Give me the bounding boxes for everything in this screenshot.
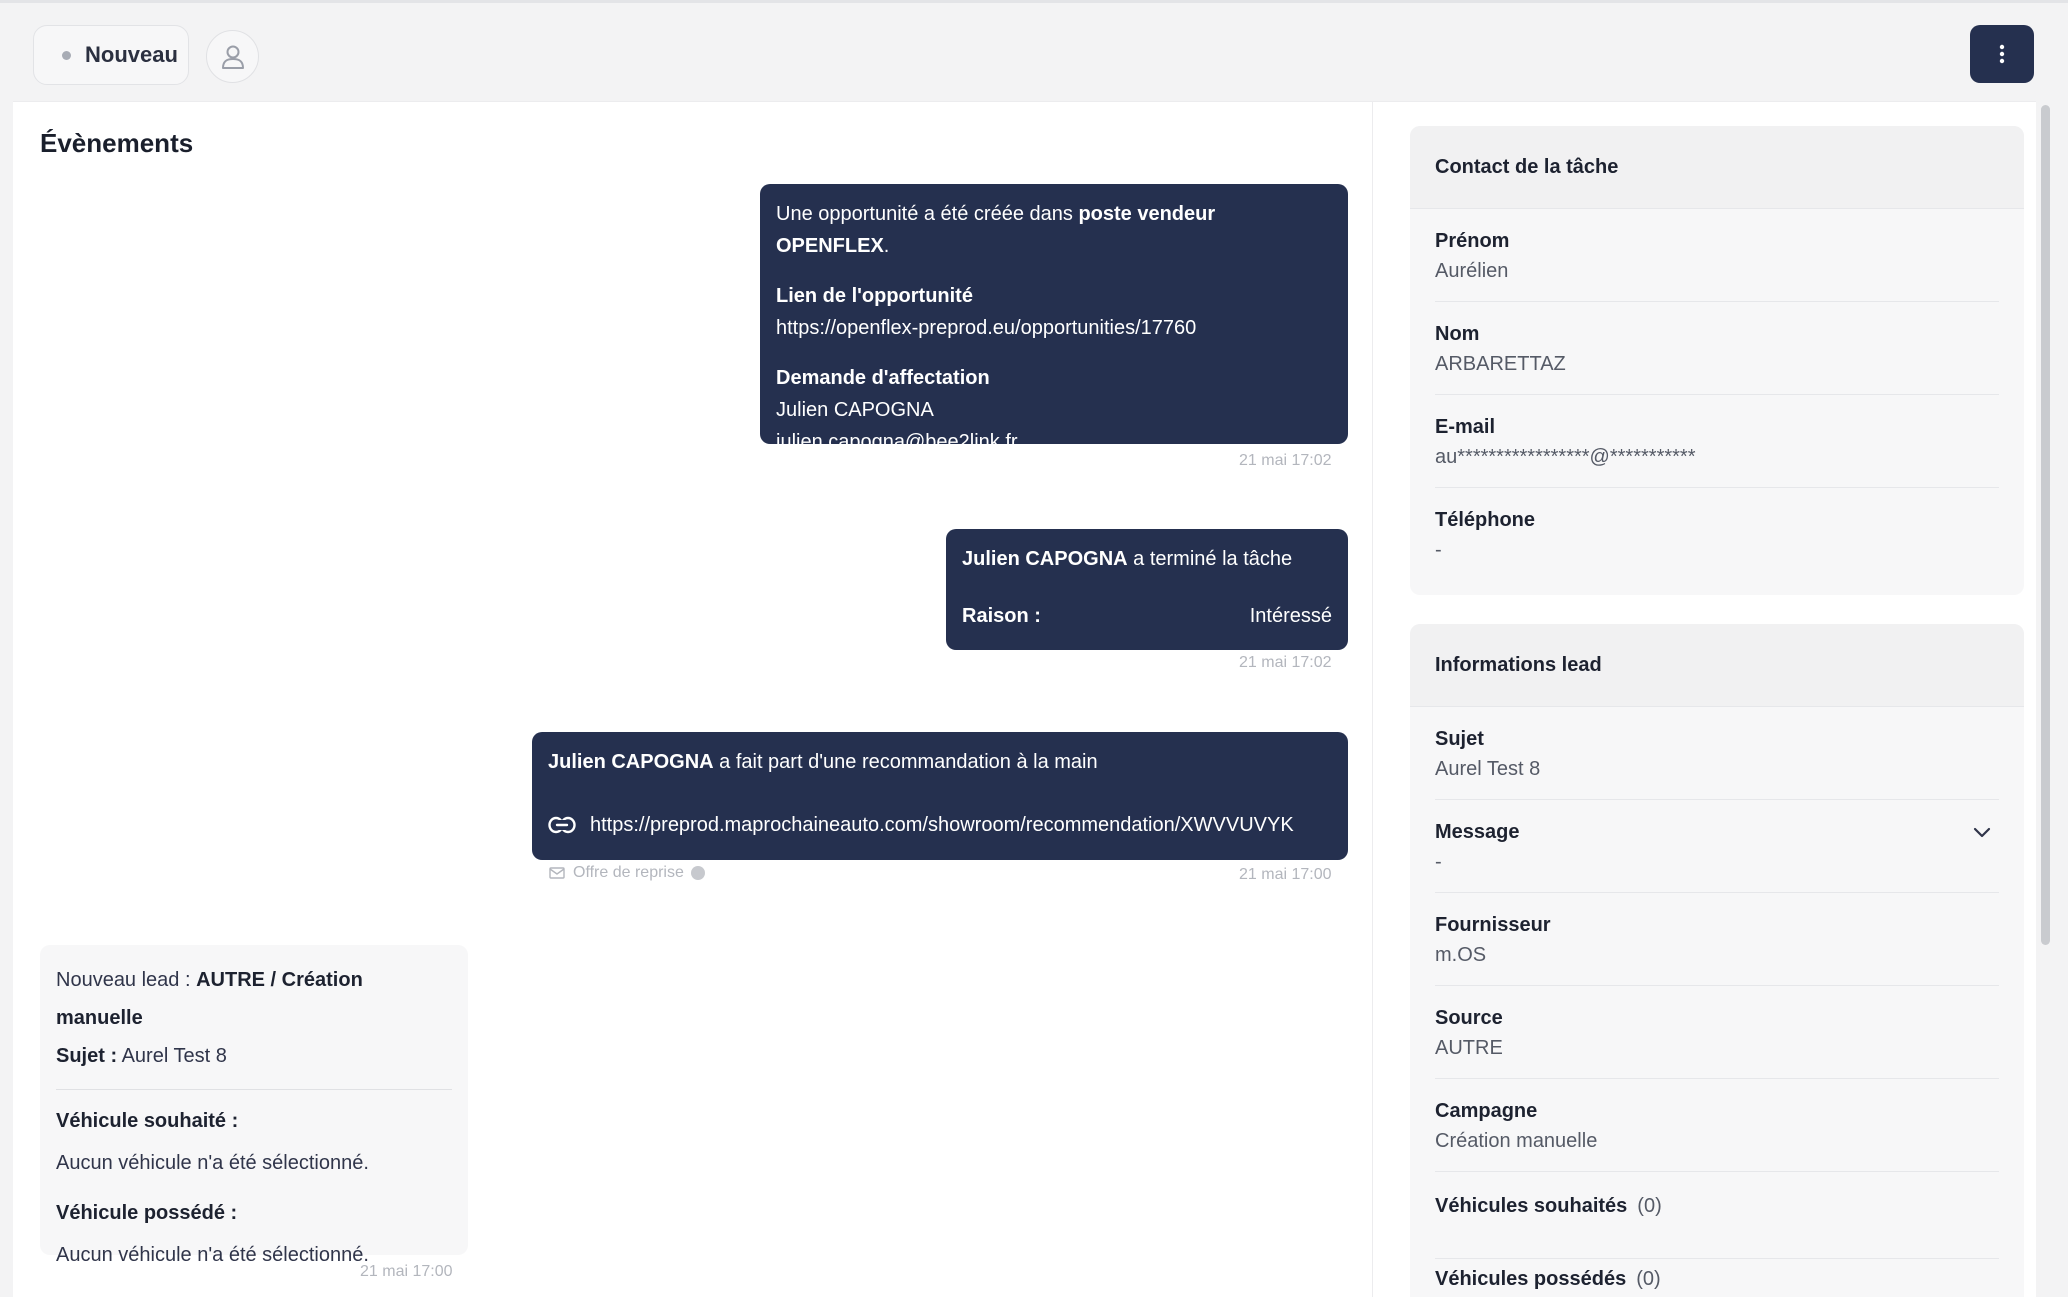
field-value: au*****************@*********** bbox=[1435, 446, 1696, 468]
offer-status-dot-icon bbox=[691, 866, 705, 880]
field-value: - bbox=[1435, 539, 1442, 561]
wanted-vehicle-label: Véhicule souhaité : bbox=[56, 1110, 239, 1132]
lead-info-panel-title: Informations lead bbox=[1410, 624, 2024, 707]
event-timestamp: 21 mai 17:00 bbox=[1239, 866, 1332, 883]
field-label: Fournisseur bbox=[1435, 914, 1551, 936]
more-options-button[interactable] bbox=[1970, 25, 2034, 83]
owned-vehicles-count: (0) bbox=[1636, 1268, 1661, 1290]
field-value: Aurel Test 8 bbox=[1435, 758, 1541, 780]
contact-panel bbox=[1410, 126, 2024, 595]
contact-field-firstname bbox=[1410, 209, 2024, 302]
lead-info-panel bbox=[1410, 624, 2024, 1297]
lead-subject-label: Sujet : bbox=[56, 1045, 118, 1067]
main-content bbox=[13, 101, 2036, 1297]
field-label: Message bbox=[1435, 821, 1520, 843]
new-lead-event bbox=[40, 945, 468, 1266]
event-timestamp: 21 mai 17:02 bbox=[1239, 452, 1332, 469]
lead-field-campaign bbox=[1410, 1079, 2024, 1172]
status-button[interactable] bbox=[33, 25, 189, 85]
kebab-menu-icon bbox=[1999, 44, 2005, 64]
field-label: Sujet bbox=[1435, 728, 1484, 750]
event-timestamp: 21 mai 17:02 bbox=[1239, 654, 1332, 671]
field-label: Source bbox=[1435, 1007, 1503, 1029]
lead-subject-value: Aurel Test 8 bbox=[121, 1045, 227, 1067]
field-value: - bbox=[1435, 851, 1442, 873]
task-text: a terminé la tâche bbox=[1133, 548, 1293, 570]
owned-vehicles-label: Véhicules possédés bbox=[1435, 1268, 1627, 1290]
field-label: Prénom bbox=[1435, 230, 1510, 252]
assignment-name: Julien CAPOGNA bbox=[776, 399, 934, 421]
lead-field-owned-vehicles[interactable] bbox=[1410, 1259, 2024, 1297]
reason-label: Raison : bbox=[962, 605, 1041, 627]
event-timestamp: 21 mai 17:00 bbox=[360, 1263, 453, 1280]
contact-field-email bbox=[1410, 395, 2024, 488]
field-label: E-mail bbox=[1435, 416, 1496, 438]
details-sidebar bbox=[1410, 126, 2024, 1297]
lead-prefix: Nouveau lead : bbox=[56, 969, 191, 991]
recommendation-actor: Julien CAPOGNA bbox=[548, 751, 714, 773]
message-toggle[interactable] bbox=[1435, 818, 1999, 846]
top-toolbar bbox=[0, 0, 2068, 101]
field-value: ARBARETTAZ bbox=[1435, 353, 1566, 375]
offer-tag[interactable] bbox=[549, 864, 705, 882]
owned-vehicle-value: Aucun véhicule n'a été sélectionné. bbox=[56, 1244, 369, 1266]
recommendation-url[interactable]: https://preprod.maprochaineauto.com/showroom/recommendation/XWVVUVYK bbox=[590, 814, 1294, 836]
lead-field-provider bbox=[1410, 893, 2024, 986]
field-value: AUTRE bbox=[1435, 1037, 1503, 1059]
assignment-email: julien.capogna@bee2link.fr bbox=[776, 431, 1018, 453]
owned-vehicle-label: Véhicule possédé : bbox=[56, 1202, 238, 1224]
recommendation-text: a fait part d'une recommandation à la main bbox=[719, 751, 1098, 773]
recommendation-event bbox=[532, 732, 1348, 860]
contact-field-lastname bbox=[1410, 302, 2024, 395]
scrollbar-thumb[interactable] bbox=[2041, 105, 2050, 945]
offer-label: Offre de reprise bbox=[573, 864, 684, 881]
recommendation-link-row[interactable] bbox=[548, 809, 1332, 841]
events-panel bbox=[13, 102, 1373, 1297]
assignee-button[interactable] bbox=[206, 30, 259, 83]
wanted-vehicle-value: Aucun véhicule n'a été sélectionné. bbox=[56, 1152, 369, 1174]
field-value: Aurélien bbox=[1435, 260, 1509, 282]
opportunity-destination: poste vendeur OPENFLEX bbox=[776, 203, 1216, 257]
task-done-event bbox=[946, 529, 1348, 650]
chevron-down-icon[interactable] bbox=[1973, 826, 1991, 838]
field-value: Création manuelle bbox=[1435, 1130, 1598, 1152]
lead-type: AUTRE / Création manuelle bbox=[56, 969, 363, 1029]
lead-field-source bbox=[1410, 986, 2024, 1079]
lead-field-wanted-vehicles[interactable] bbox=[1410, 1172, 2024, 1259]
opportunity-text: Une opportunité a été créée dans bbox=[776, 203, 1073, 225]
task-actor: Julien CAPOGNA bbox=[962, 548, 1128, 570]
lead-field-subject bbox=[1410, 707, 2024, 800]
field-label: Téléphone bbox=[1435, 509, 1536, 531]
lead-field-message[interactable] bbox=[1410, 800, 2024, 893]
link-icon bbox=[548, 816, 576, 834]
user-icon bbox=[221, 44, 245, 70]
status-dot-icon bbox=[62, 51, 71, 60]
divider bbox=[56, 1089, 452, 1090]
contact-panel-title: Contact de la tâche bbox=[1410, 126, 2024, 209]
field-label: Nom bbox=[1435, 323, 1480, 345]
opportunity-message bbox=[776, 198, 1332, 262]
wanted-vehicles-count: (0) bbox=[1637, 1195, 1662, 1217]
status-label: Nouveau bbox=[85, 42, 178, 67]
contact-field-phone bbox=[1410, 488, 2024, 580]
opportunity-event bbox=[760, 184, 1348, 453]
scrollbar[interactable] bbox=[2038, 101, 2052, 1297]
reason-value: Intéressé bbox=[1249, 605, 1332, 627]
events-title: Évènements bbox=[40, 128, 194, 158]
opportunity-link[interactable]: https://openflex-preprod.eu/opportunities/17760 bbox=[776, 317, 1197, 339]
mail-icon bbox=[549, 867, 565, 879]
wanted-vehicles-label: Véhicules souhaités bbox=[1435, 1195, 1628, 1217]
opportunity-link-label: Lien de l'opportunité bbox=[776, 285, 973, 307]
assignment-label: Demande d'affectation bbox=[776, 367, 990, 389]
field-label: Campagne bbox=[1435, 1100, 1538, 1122]
field-value: m.OS bbox=[1435, 944, 1487, 966]
opportunity-text-end: . bbox=[883, 235, 890, 257]
